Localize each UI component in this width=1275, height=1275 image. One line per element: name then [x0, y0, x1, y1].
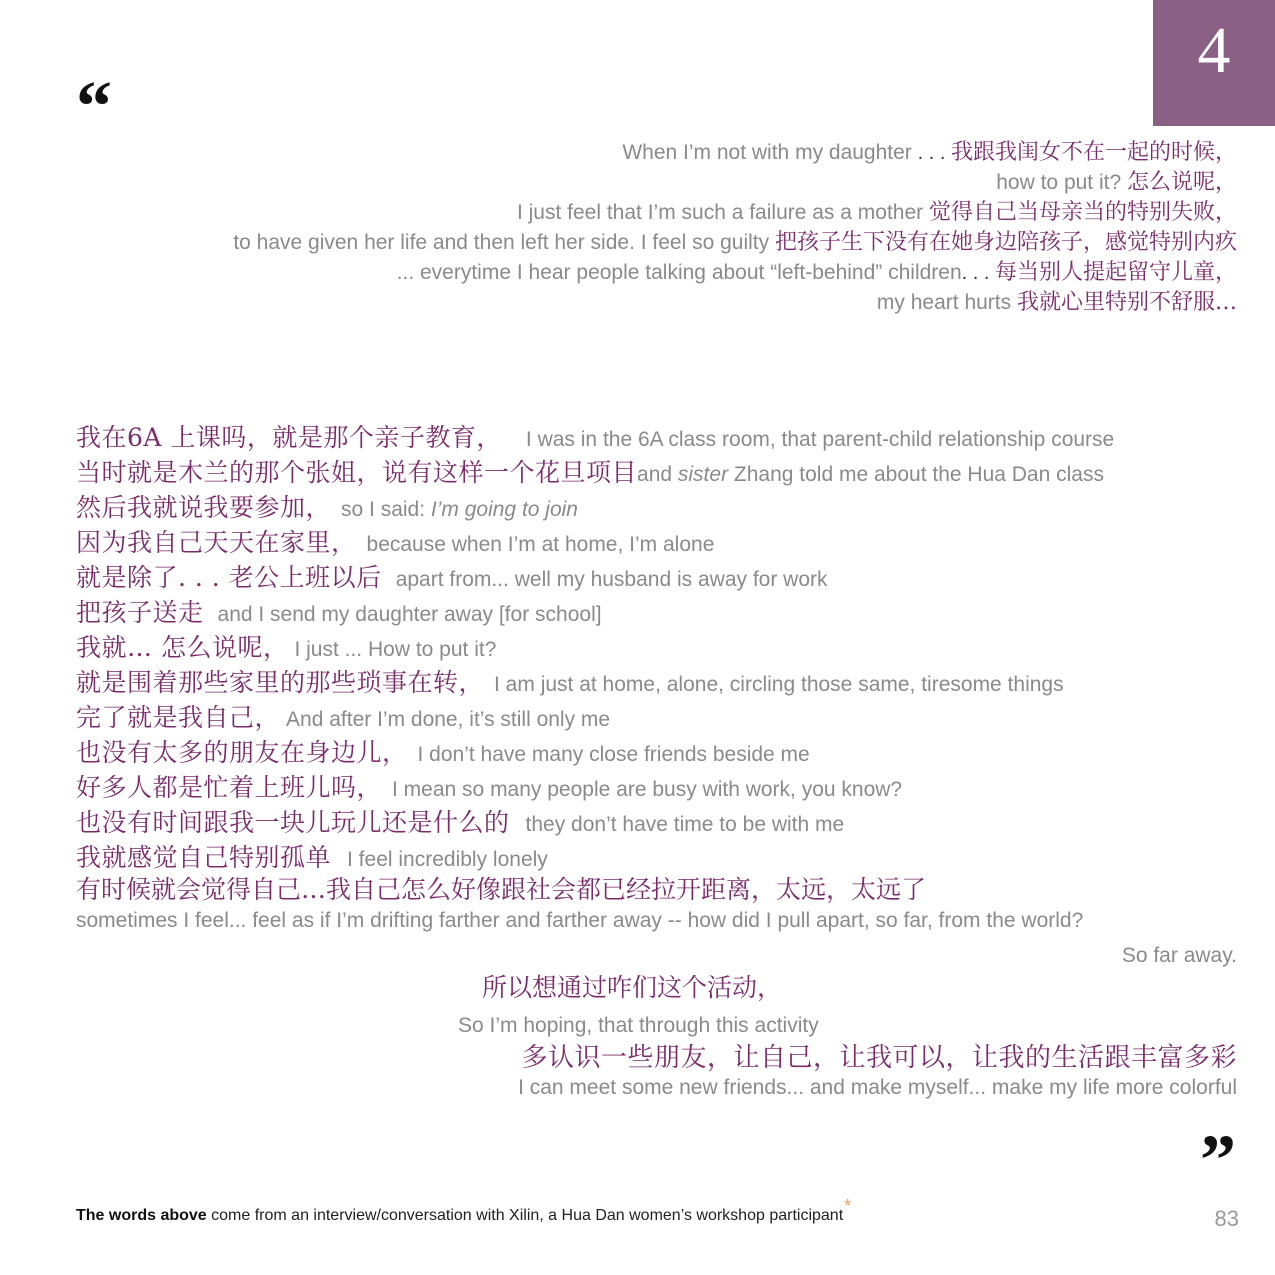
- top-quote-cn: 觉得自己当母亲当的特别失败，: [928, 200, 1237, 225]
- main-quote-en: they don’t have time to be with me: [525, 813, 845, 836]
- main-quote-cn: 也没有太多的朋友在身边儿，: [76, 738, 408, 767]
- hoping-line-en: So I’m hoping, that through this activity: [458, 1014, 819, 1037]
- top-quote-en: to have given her life and then left her side. I feel so guilty: [233, 231, 775, 254]
- page-number: 83: [1214, 1206, 1239, 1231]
- main-quote-cn: 因为我自己天天在家里，: [76, 528, 357, 557]
- top-quote-block: [77, 138, 1237, 318]
- main-quote-en: [637, 463, 1104, 486]
- main-quote-cn: 也没有时间跟我一块儿玩儿还是什么的: [76, 808, 510, 837]
- main-quote-line: [76, 420, 1241, 455]
- top-quote-line: [77, 138, 1237, 168]
- main-quote-cn: 当时就是木兰的那个张姐，说有这样一个花旦项目: [76, 458, 638, 487]
- main-quote-cn: 我就… 怎么说呢，: [76, 633, 289, 662]
- main-quote-en: I was in the 6A class room, that parent-child relationship course: [525, 428, 1115, 451]
- main-quote-en-emphasis: sister: [677, 463, 729, 486]
- friends-line-cn: 多认识一些朋友，让自己，让我可以，让我的生活跟丰富多彩: [521, 1043, 1237, 1073]
- top-quote-cn: 怎么说呢，: [1126, 170, 1237, 195]
- main-quote-en: because when I’m at home, I’m alone: [366, 533, 715, 556]
- top-quote-line: [77, 288, 1237, 318]
- top-quote-en: how to put it?: [996, 171, 1127, 194]
- footer-note-text: come from an interview/conversation with Xilin, a Hua Dan women’s workshop participant: [206, 1207, 844, 1224]
- close-quote-mark: ”: [1200, 1120, 1236, 1200]
- top-quote-cn: 我就心里特别不舒服…: [1016, 290, 1237, 315]
- main-quote-en-pre: so I said:: [341, 498, 431, 521]
- drift-line-en: sometimes I feel... feel as if I’m drifting farther and farther away -- how did I pull apart, so far, from the world?: [76, 909, 1084, 932]
- drift-line-cn: 有时候就会觉得自己…我自己怎么好像跟社会都已经拉开距离，太远，太远了: [76, 875, 927, 904]
- footnote-star: *: [844, 1196, 852, 1216]
- main-quote-cn: 我在6A 上课吗，就是那个亲子教育，: [76, 423, 502, 452]
- main-quote-line: [76, 525, 1241, 560]
- open-quote-mark: “: [76, 66, 112, 146]
- chapter-number-box: [1153, 0, 1275, 126]
- main-quote-line: [76, 630, 1241, 665]
- main-quote-cn: 就是围着那些家里的那些琐事在转，: [76, 668, 485, 697]
- top-quote-cn: 我跟我闺女不在一起的时候，: [950, 140, 1237, 165]
- main-quote-en-post: Zhang told me about the Hua Dan class: [728, 463, 1104, 486]
- top-quote-cn: 每当别人提起留守儿童，: [994, 260, 1237, 285]
- main-quote-cn: 就是除了. . . 老公上班以后: [76, 563, 382, 592]
- top-quote-line: [77, 258, 1237, 288]
- main-quote-en: And after I’m done, it’s still only me: [286, 708, 611, 731]
- ellipsis: . . .: [961, 262, 995, 284]
- main-quote-en-pre: and: [637, 463, 678, 486]
- main-quote-line: [76, 700, 1241, 735]
- main-quote-en-emphasis: I’m going to join: [430, 498, 578, 521]
- hoping-line-cn: 所以想通过咋们这个活动，: [482, 973, 783, 1002]
- main-quote-line: [76, 455, 1241, 490]
- main-quote-en: I just ... How to put it?: [294, 638, 497, 661]
- top-quote-line: [77, 168, 1237, 198]
- main-quote-en: I don’t have many close friends beside me: [417, 743, 810, 766]
- top-quote-line: [77, 228, 1237, 258]
- footer-note: [76, 1196, 852, 1225]
- main-quote-en: apart from... well my husband is away for work: [395, 568, 828, 591]
- main-quote-line: [76, 840, 1241, 875]
- main-quote-en: I mean so many people are busy with work, you know?: [392, 778, 903, 801]
- main-quote-line: [76, 770, 1241, 805]
- main-quote-en: I feel incredibly lonely: [347, 848, 548, 871]
- top-quote-en: ... everytime I hear people talking about “left-behind” children: [396, 261, 962, 284]
- far-away-line: So far away.: [1121, 944, 1237, 967]
- top-quote-cn: 把孩子生下没有在她身边陪孩子，感觉特别内疚: [774, 230, 1237, 255]
- top-quote-en: When I’m not with my daughter: [622, 141, 918, 164]
- top-quote-line: [77, 198, 1237, 228]
- main-quote-cn: 我就感觉自己特别孤单: [76, 843, 332, 872]
- main-quote-line: [76, 665, 1241, 700]
- top-quote-en: my heart hurts: [876, 291, 1017, 314]
- main-quote-cn: 把孩子送走: [76, 598, 204, 627]
- main-quote-cn: 好多人都是忙着上班儿吗，: [76, 773, 383, 802]
- ellipsis: . . .: [917, 142, 951, 164]
- main-quote-en: and I send my daughter away [for school]: [217, 603, 602, 626]
- chapter-number: 4: [1197, 14, 1231, 87]
- top-quote-en: I just feel that I’m such a failure as a mother: [516, 201, 929, 224]
- main-quote-cn: 完了就是我自己，: [76, 703, 281, 732]
- main-quote-line: [76, 595, 1241, 630]
- main-quote-block: [76, 420, 1241, 875]
- friends-line-en: I can meet some new friends... and make myself... make my life more colorful: [518, 1076, 1237, 1099]
- main-quote-line: [76, 560, 1241, 595]
- footer-note-bold: The words above: [76, 1207, 207, 1224]
- main-quote-line: [76, 490, 1241, 525]
- main-quote-cn: 然后我就说我要参加，: [76, 493, 332, 522]
- main-quote-line: [76, 735, 1241, 770]
- main-quote-en: I am just at home, alone, circling those same, tiresome things: [494, 673, 1064, 696]
- main-quote-en: [341, 498, 578, 521]
- main-quote-line: [76, 805, 1241, 840]
